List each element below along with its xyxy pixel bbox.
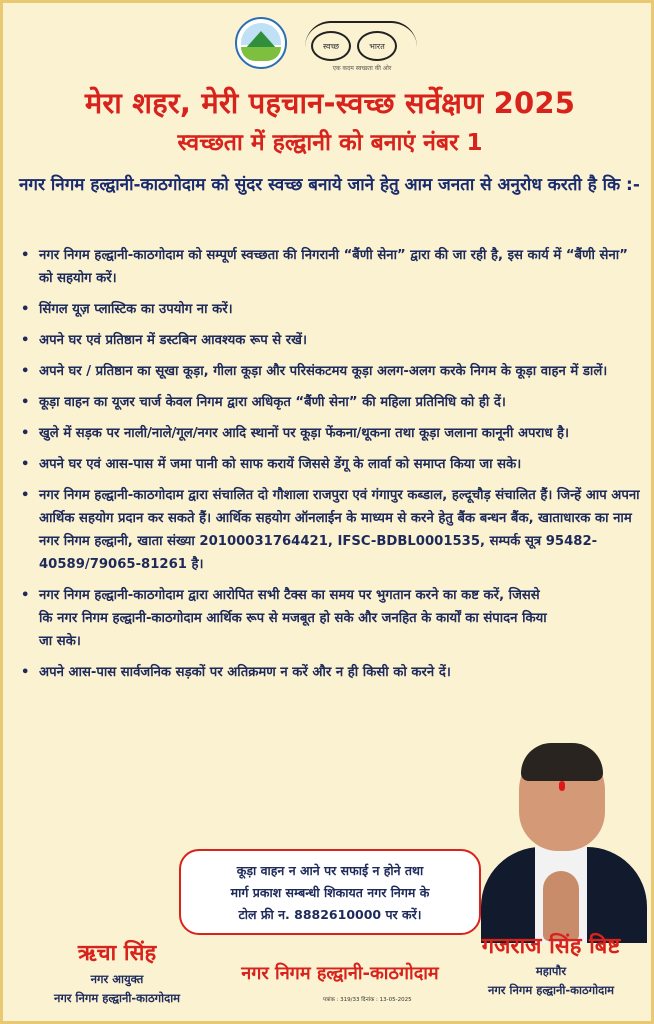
- nagar-nigam-logo-icon: [235, 17, 287, 69]
- list-item: • नगर निगम हल्द्वानी-काठगोदाम द्वारा संचालित दो गौशाला राजपुरा एवं गंगापुर कब्डाल, हल्दूचौड़ संचालित हैं। जिन्हें आप अपना आर्थिक सहयोग प्रदान कर सकते हैं। आर्थिक सहयोग ऑनलाईन के माध्यम से करने हेतु बैंक बन्धन बैंक, खाताधारक का नाम नगर निगम हल्द्वानी, खाता संख्या 20100031764421, IFSC-BDBL0001535, सम्पर्क सूत्र 95482-40589/79065-81261 है।: [19, 484, 645, 576]
- swachh-bharat-tagline: एक कदम स्वच्छता की ओर: [332, 65, 392, 72]
- swachh-bharat-right-text: भारत: [357, 31, 397, 61]
- center-org: नगर निगम हल्द्वानी-काठगोदाम: [241, 963, 439, 984]
- list-item: • अपने घर / प्रतिष्ठान का सूखा कूड़ा, गीला कूड़ा और परिसंकटमय कूड़ा अलग-अलग करके निगम के कूड़ा वाहन में डालें।: [19, 360, 645, 383]
- list-item: • अपने घर एवं आस-पास में जमा पानी को साफ करायें जिससे डेंगू के लार्वा को समाप्त किया जा सके।: [19, 453, 645, 476]
- list-item: • नगर निगम हल्द्वानी-काठगोदाम को सम्पूर्ण स्वच्छता की निगरानी “बैंणी सेना” द्वारा की जा रही है, इस कार्य में “बैंणी सेना” को सहयोग करें।: [19, 244, 645, 290]
- commissioner-block: [17, 939, 217, 1007]
- mayor-role: महापौर: [535, 964, 567, 978]
- complaint-line-2: मार्ग प्रकाश सम्बन्धी शिकायत नगर निगम के: [230, 885, 430, 900]
- page-subtitle: स्वच्छता में हल्द्वानी को बनाएं नंबर 1: [177, 130, 483, 156]
- intro-text: नगर निगम हल्द्वानी-काठगोदाम को सुंदर स्वच्छ बनाये जाने हेतु आम जनता से अनुरोध करती है कि :-: [19, 175, 640, 195]
- page-title: मेरा शहर, मेरी पहचान-स्वच्छ सर्वेक्षण 2025: [84, 86, 576, 120]
- list-item: • सिंगल यूज़ प्लास्टिक का उपयोग ना करें।: [19, 298, 645, 321]
- list-item: • कूड़ा वाहन का यूजर चार्ज केवल निगम द्वारा अधिकृत “बैंणी सेना” की महिला प्रतिनिधि को ही दें।: [19, 391, 645, 414]
- commissioner-org: नगर निगम हल्द्वानी-काठगोदाम: [53, 991, 181, 1005]
- complaint-line-3: टोल फ्री न. 8882610000 पर करें।: [238, 907, 422, 922]
- commissioner-name: ऋचा सिंह: [77, 941, 157, 966]
- commissioner-role: नगर आयुक्त: [90, 972, 144, 986]
- reference-code: पत्रांक : 319/33 दिनांक : 13-05-2025: [323, 997, 412, 1003]
- swachh-bharat-left-text: स्वच्छ: [311, 31, 351, 61]
- request-list: [19, 244, 645, 692]
- complaint-box: [179, 849, 481, 935]
- logo-row: [235, 17, 425, 75]
- mayor-name: गजराज सिंह बिष्ट: [481, 934, 621, 959]
- mayor-block: [451, 933, 651, 999]
- swachh-bharat-logo-icon: [301, 17, 425, 75]
- complaint-line-1: कूड़ा वाहन न आने पर सफाई न होने तथा: [236, 863, 424, 878]
- list-item: • नगर निगम हल्द्वानी-काठगोदाम द्वारा आरोपित सभी टैक्स का समय पर भुगतान करने का कष्ट करें, जिससे कि नगर निगम हल्द्वानी-काठगोदाम आर्थिक रूप से मजबूत हो सके और जनहित के कार्यों का संपादन किया जा सके।: [19, 584, 549, 653]
- list-item: • अपने आस-पास सार्वजनिक सड़कों पर अतिक्रमण न करें और न ही किसी को करने दें।: [19, 661, 519, 684]
- mayor-org: नगर निगम हल्द्वानी-काठगोदाम: [487, 983, 615, 997]
- list-item: • खुले में सड़क पर नाली/नाले/गूल/नगर आदि स्थानों पर कूड़ा फेंकना/थूकना तथा कूड़ा जलाना कानूनी अपराध है।: [19, 422, 645, 445]
- mayor-photo: [473, 743, 649, 943]
- list-item: • अपने घर एवं प्रतिष्ठान में डस्टबिन आवश्यक रूप से रखें।: [19, 329, 645, 352]
